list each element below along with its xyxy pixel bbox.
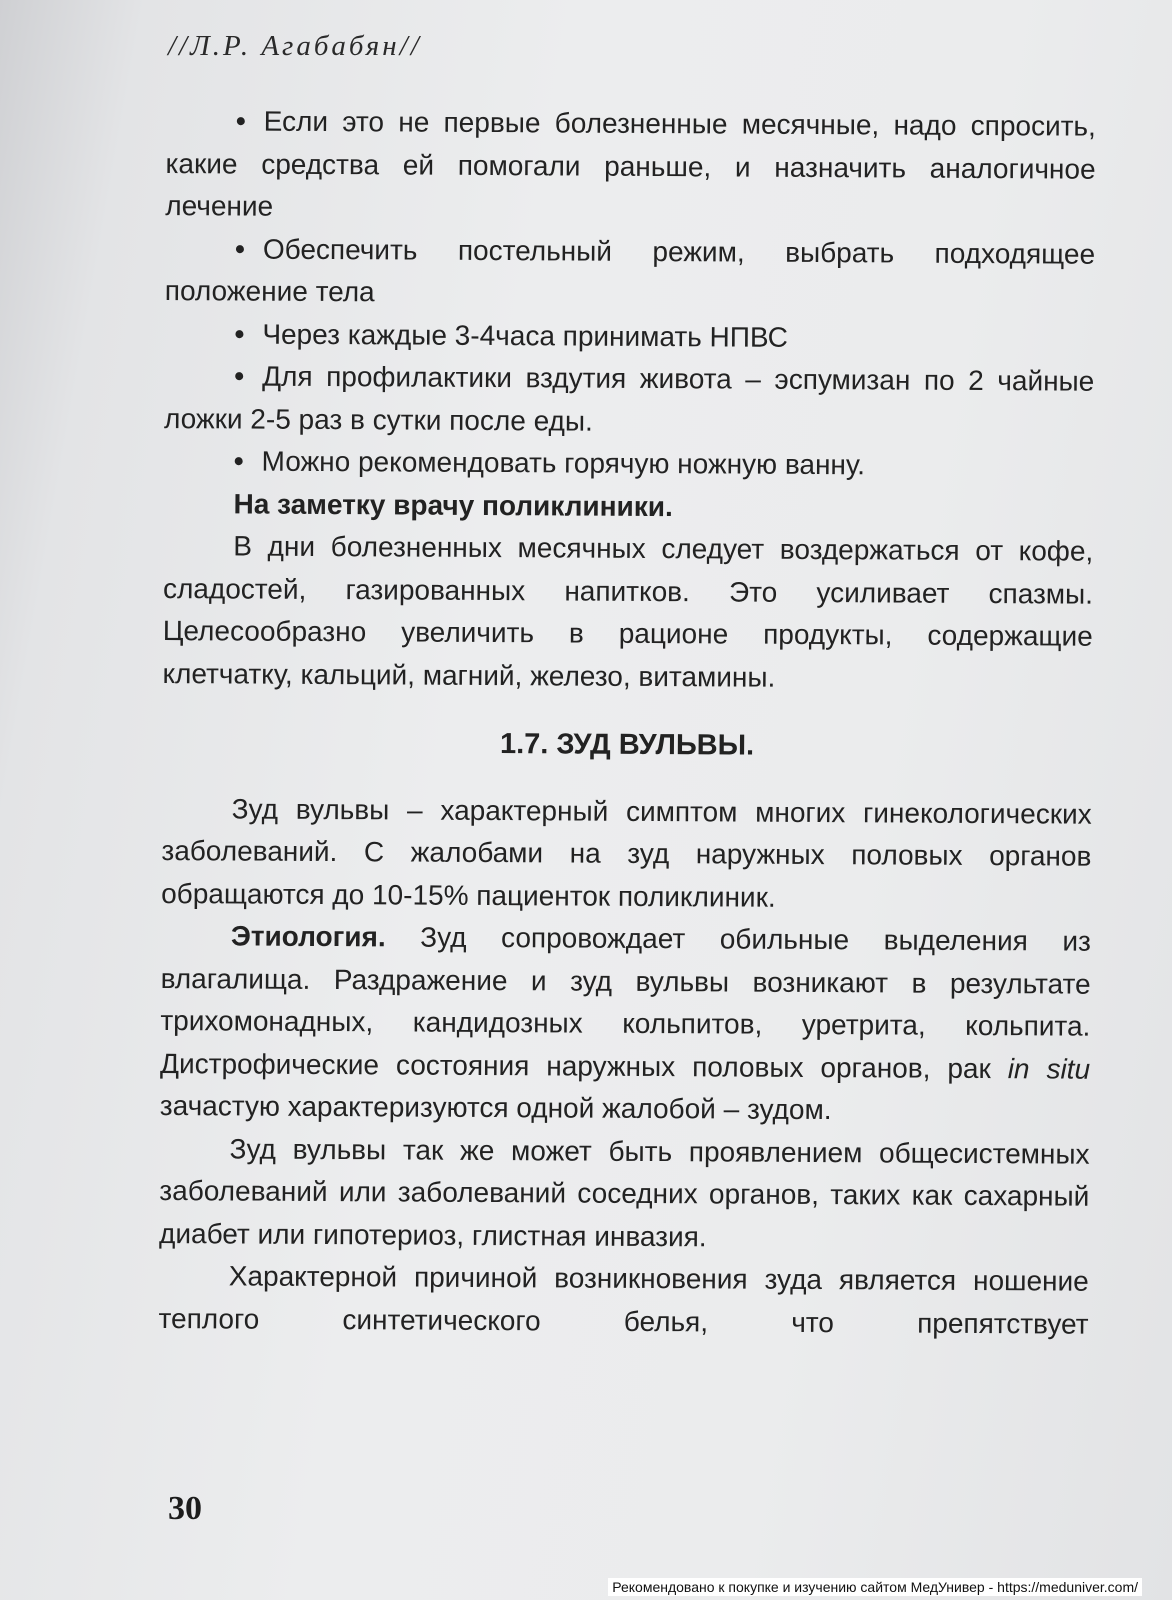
bullet-icon: •	[234, 232, 246, 264]
intro-paragraph: Зуд вульвы – характерный симптом многих гинекологических заболеваний. С жалобами на зуд наружных половых органов обращаются до 10-15% пациенток поликлиник.	[161, 792, 1092, 913]
systemic-paragraph: Зуд вульвы так же может быть проявлением общесистемных заболеваний или заболеваний соседних органов, таких как сахарный диабет или гипотериоз, глистная инвазия.	[158, 1132, 1090, 1252]
bullet-item	[165, 227, 1096, 318]
note-paragraph: В дни болезненных месячных следует воздержаться от кофе, сладостей, газированных напитков. Это усиливает спазмы. Целесообразно увеличить в рационе продукты, содержащие клетчатку, кальций, магний, железо, витамины.	[162, 530, 1094, 693]
bullet-icon: •	[235, 105, 246, 137]
bullet-icon: •	[234, 317, 245, 349]
bullet-item	[164, 355, 1095, 446]
running-head: //Л.Р. Агабабян//	[168, 30, 422, 62]
page-number: 30	[168, 1490, 202, 1527]
bullet-item	[164, 440, 1094, 488]
cause-paragraph: Характерной причиной возникновения зуда является ношение теплого синтетического белья, что препятствует	[158, 1260, 1089, 1340]
bullet-text: Для профилактики вздутия живота – эспумизан по 2 чайные ложки 2-5 раз в сутки после еды.	[163, 360, 1095, 437]
bullet-item	[165, 100, 1096, 233]
etiology-text: Зуд сопровождает обильные выделения из влагалища. Раздражение и зуд вульвы возникают в результате трихомонадных, кандидозных кольпитов, уретрита, кольпита. Дистрофические состояния наружных половых органов, рак	[160, 921, 1091, 1084]
section-title: 1.7. ЗУД ВУЛЬВЫ.	[499, 728, 755, 762]
bullet-item	[164, 312, 1094, 360]
watermark-footer: Рекомендовано к покупке и изучению сайтом МедУнивер - https://meduniver.com/	[608, 1578, 1142, 1596]
bullet-icon: •	[233, 445, 244, 477]
bullet-icon: •	[234, 360, 245, 392]
bullet-text: Если это не первые болезненные месячные, надо спросить, какие средства ей помогали раньше, и назначить аналогичное лечение	[165, 105, 1096, 222]
etiology-text-end: зачастую характеризуются одной жалобой – зудом.	[159, 1089, 832, 1126]
note-heading: На заметку врачу поликлиники.	[233, 487, 673, 522]
bullet-text: Можно рекомендовать горячую ножную ванну.	[261, 445, 866, 481]
etiology-paragraph	[160, 915, 1091, 1133]
page-content	[158, 100, 1096, 1346]
etiology-label: Этиология.	[230, 920, 386, 953]
bullet-text: Через каждые 3-4часа принимать НПВС	[262, 318, 789, 353]
bullet-text: Обеспечить постельный режим, выбрать подходящее положение тела	[164, 233, 1096, 308]
etiology-latin-term: in situ	[1007, 1052, 1091, 1085]
